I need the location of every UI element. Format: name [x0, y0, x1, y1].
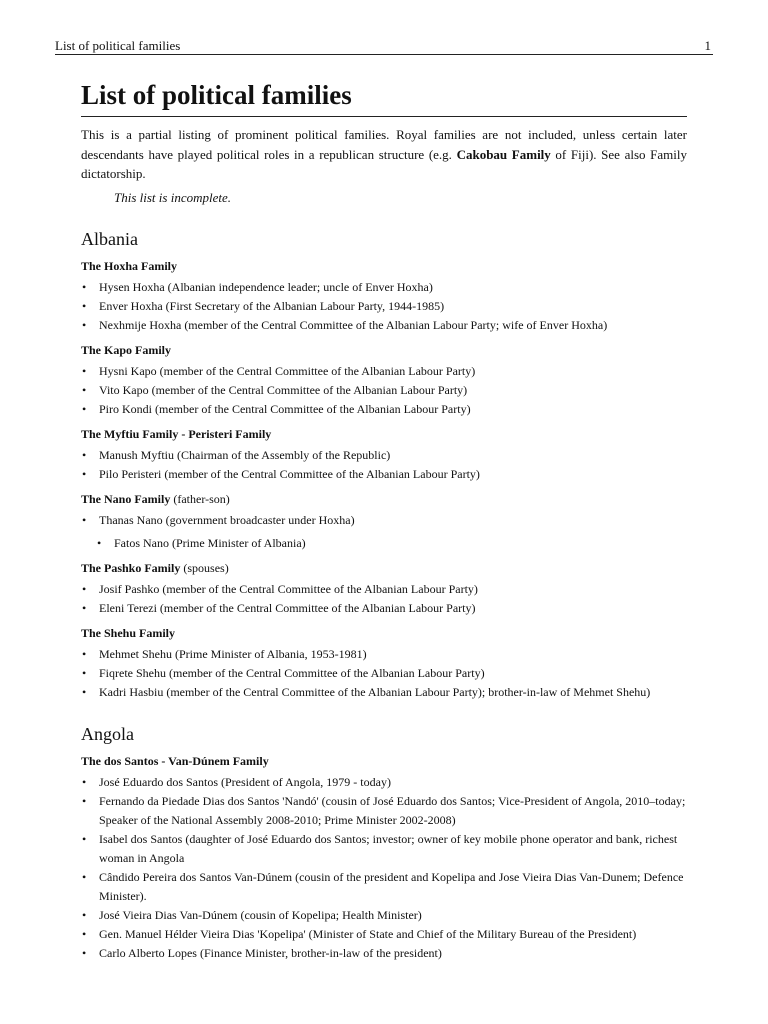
list-item: • Isabel dos Santos (daughter of José Eduardo dos Santos; investor; owner of key mobile phone operator and bank, richest woman in Angola [81, 830, 687, 868]
list-item: • Josif Pashko (member of the Central Committee of the Albanian Labour Party) [81, 580, 687, 599]
page-content [81, 78, 687, 963]
section-heading-angola: Angola [81, 723, 134, 744]
running-header-title: List of political families [55, 38, 181, 53]
list-item: • Nexhmije Hoxha (member of the Central Committee of the Albanian Labour Party; wife of Enver Hoxha) [81, 316, 687, 335]
list-item: • Kadri Hasbiu (member of the Central Committee of the Albanian Labour Party); brother-in-law of Mehmet Shehu) [81, 683, 687, 702]
list-item: • José Eduardo dos Santos (President of Angola, 1979 - today) [81, 773, 687, 792]
family-name-pashko: The Pashko Family [81, 560, 181, 575]
list-item: • Enver Hoxha (First Secretary of the Albanian Labour Party, 1944-1985) [81, 297, 687, 316]
family-list-hoxha [81, 278, 687, 335]
family-heading-dos-santos: The dos Santos - Van-Dúnem Family [81, 753, 269, 768]
list-item: • Pilo Peristeri (member of the Central Committee of the Albanian Labour Party) [81, 465, 687, 484]
list-item: • Mehmet Shehu (Prime Minister of Albania, 1953-1981) [81, 645, 687, 664]
family-heading-hoxha: The Hoxha Family [81, 258, 178, 273]
intro-link-cakobau[interactable]: Cakobau Family [456, 146, 551, 162]
family-list-kapo [81, 362, 687, 419]
page-title: List of political families [81, 78, 687, 117]
intro-text-2: of Fiji). See also Family dictatorship. [81, 146, 688, 181]
list-item: • Vito Kapo (member of the Central Committee of the Albanian Labour Party) [81, 381, 687, 400]
list-item: • Hysen Hoxha (Albanian independence leader; uncle of Enver Hoxha) [81, 278, 687, 297]
family-heading-nano [81, 490, 687, 508]
family-heading-pashko [81, 559, 687, 577]
list-item: • Cândido Pereira dos Santos Van-Dúnem (cousin of the president and Kopelipa and Jose Vieira Dias Van-Dunem; Defence Minister). [81, 868, 687, 906]
family-name-nano: The Nano Family [81, 491, 171, 506]
list-item: • Hysni Kapo (member of the Central Committee of the Albanian Labour Party) [81, 362, 687, 381]
section-heading-albania: Albania [81, 228, 138, 249]
list-item: • Manush Myftiu (Chairman of the Assembly of the Republic) [81, 446, 687, 465]
family-heading-myftiu: The Myftiu Family - Peristeri Family [81, 426, 272, 441]
list-item: • Thanas Nano (government broadcaster under Hoxha) [81, 511, 687, 530]
family-list-pashko [81, 580, 687, 618]
list-item: • José Vieira Dias Van-Dúnem (cousin of Kopelipa; Health Minister) [81, 906, 687, 925]
list-item: • Fatos Nano (Prime Minister of Albania) [96, 534, 687, 553]
list-item: • Gen. Manuel Hélder Vieira Dias 'Kopelipa' (Minister of State and Chief of the Military Bureau of the President) [81, 925, 687, 944]
list-item: • Piro Kondi (member of the Central Committee of the Albanian Labour Party) [81, 400, 687, 419]
family-relation-nano: (father-son) [173, 491, 230, 506]
family-list-myftiu [81, 446, 687, 484]
running-header [55, 38, 713, 55]
family-list-nano-nested [81, 534, 687, 553]
family-list-dos-santos [81, 773, 687, 963]
list-item: • Eleni Terezi (member of the Central Committee of the Albanian Labour Party) [81, 599, 687, 618]
family-heading-kapo: The Kapo Family [81, 342, 172, 357]
intro-paragraph [81, 125, 687, 184]
intro-text-1: This is a partial listing of prominent political families. Royal families are not included, unless certain later descendants have played political roles in a republican structure (e.g. [81, 127, 687, 162]
list-item: • Fiqrete Shehu (member of the Central Committee of the Albanian Labour Party) [81, 664, 687, 683]
family-heading-shehu: The Shehu Family [81, 625, 176, 640]
incomplete-note: This list is incomplete. [114, 189, 231, 205]
list-item: • Carlo Alberto Lopes (Finance Minister, brother-in-law of the president) [81, 944, 687, 963]
family-list-shehu [81, 645, 687, 702]
list-item: • Fernando da Piedade Dias dos Santos 'Nandó' (cousin of José Eduardo dos Santos; Vice-President of Angola, 2010–today; Speaker of the National Assembly 2008-2010; Prime Minister 2002-2008) [81, 792, 687, 830]
family-list-nano [81, 511, 687, 530]
page-number: 1 [704, 38, 711, 53]
family-relation-pashko: (spouses) [183, 560, 229, 575]
